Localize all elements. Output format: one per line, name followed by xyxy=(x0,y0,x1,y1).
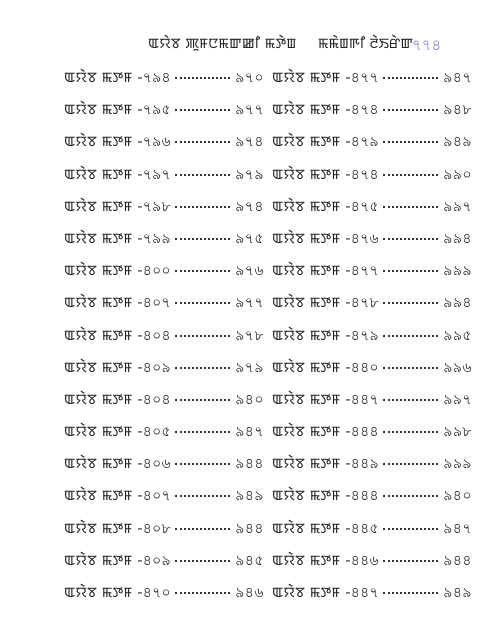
index-entry xyxy=(64,163,264,195)
index-entry xyxy=(64,66,264,98)
entry-page-number: ৯৭৯ xyxy=(235,359,264,376)
entry-page-number: ৯৯৭ xyxy=(443,198,472,215)
entry-label: ꯑꯌꯥꯕ ꯃꯇꯝ -৭৯৯ xyxy=(64,230,171,247)
dot-leader xyxy=(175,431,230,433)
entry-page-number: ৯৭৭ xyxy=(235,102,264,119)
index-column-right xyxy=(272,66,472,613)
entry-label: ꯑꯌꯥꯕ ꯃꯇꯝ -৪০৬ xyxy=(64,456,171,473)
index-entry xyxy=(272,388,472,420)
dot-leader xyxy=(383,431,438,433)
entry-page-number: ৯৪৮ xyxy=(443,102,472,119)
index-entry xyxy=(272,195,472,227)
dot-leader xyxy=(383,528,438,530)
index-entry xyxy=(272,581,472,613)
entry-label: ꯑꯌꯥꯕ ꯃꯇꯝ -৪৭৪ xyxy=(272,166,379,183)
dot-leader xyxy=(383,399,438,401)
entry-page-number: ৯৪৪ xyxy=(443,552,472,569)
index-entry xyxy=(64,484,264,516)
entry-page-number: ৯৭৬ xyxy=(235,263,264,280)
entry-label: ꯑꯌꯥꯕ ꯃꯇꯝ -৭৯৫ xyxy=(64,102,171,119)
index-entry xyxy=(64,259,264,291)
index-entry xyxy=(272,98,472,130)
header-title: ꯑꯌꯥꯕ ꯄꯨꯝꯅꯃꯛꯀꯤ ꯃꯇꯥꯡ xyxy=(148,36,297,52)
entry-page-number: ৯৭০ xyxy=(235,70,264,86)
dot-leader xyxy=(383,77,438,79)
index-entry xyxy=(272,356,472,388)
entry-label: ꯑꯌꯥꯕ ꯃꯇꯝ -৭৯৬ xyxy=(64,134,171,151)
dot-leader xyxy=(175,270,230,272)
index-entry xyxy=(272,324,472,356)
entry-label: ꯑꯌꯥꯕ ꯃꯇꯝ -৪০০ xyxy=(64,263,171,280)
entry-page-number: ৯৪০ xyxy=(443,488,472,505)
dot-leader xyxy=(175,206,230,208)
entry-page-number: ৯৯০ xyxy=(443,166,472,183)
index-entry xyxy=(64,195,264,227)
entry-page-number: ৯৪৭ xyxy=(443,70,472,86)
index-entry xyxy=(272,66,472,98)
entry-page-number: ৯৪৭ xyxy=(235,424,264,441)
index-entry xyxy=(64,420,264,452)
index-entry xyxy=(272,259,472,291)
index-column-left xyxy=(64,66,264,613)
entry-label: ꯑꯌꯥꯕ ꯃꯇꯝ -৪০৭ xyxy=(64,488,171,505)
entry-label: ꯑꯌꯥꯕ ꯃꯇꯝ -৪৭৪ xyxy=(272,102,379,119)
index-entry xyxy=(64,356,264,388)
entry-label: ꯑꯌꯥꯕ ꯃꯇꯝ -৪৭৯ xyxy=(272,134,379,151)
entry-label: ꯑꯌꯥꯕ ꯃꯇꯝ -৪৭৯ xyxy=(272,327,379,344)
entry-page-number: ৯৪৯ xyxy=(443,585,472,601)
dot-leader xyxy=(383,495,438,497)
dot-leader xyxy=(175,77,230,79)
index-entry xyxy=(64,98,264,130)
entry-page-number: ৯৪৭ xyxy=(443,520,472,537)
dot-leader xyxy=(383,174,438,176)
entry-page-number: ৯৯৯ xyxy=(443,456,472,473)
entry-page-number: ৯৯৪ xyxy=(443,295,472,312)
entry-label: ꯑꯌꯥꯕ ꯃꯇꯝ -৪৭৫ xyxy=(272,198,379,215)
index-entry xyxy=(272,291,472,323)
entry-label: ꯑꯌꯥꯕ ꯃꯇꯝ -৪০৪ xyxy=(64,391,171,408)
entry-label: ꯑꯌꯥꯕ ꯃꯇꯝ -৪৪৭ xyxy=(272,391,379,408)
index-entry xyxy=(64,517,264,549)
dot-leader xyxy=(175,592,230,594)
dot-leader xyxy=(175,174,230,176)
entry-page-number: ৯৪০ xyxy=(235,391,264,408)
index-entry xyxy=(272,517,472,549)
dot-leader xyxy=(383,109,438,111)
entry-label: ꯑꯌꯥꯕ ꯃꯇꯝ -৪৪৯ xyxy=(272,456,379,473)
entry-label: ꯑꯌꯥꯕ ꯃꯇꯝ -৪০৪ xyxy=(64,327,171,344)
entry-page-number: ৯৪৯ xyxy=(235,488,264,505)
index-entry xyxy=(64,549,264,581)
entry-label: ꯑꯌꯥꯕ ꯃꯇꯝ -৪৭৬ xyxy=(272,230,379,247)
entry-label: ꯑꯌꯥꯕ ꯃꯇꯝ -৪০৫ xyxy=(64,424,171,441)
entry-label: ꯑꯌꯥꯕ ꯃꯇꯝ -৭৯৭ xyxy=(64,166,171,183)
entry-label: ꯑꯌꯥꯕ ꯃꯇꯝ -৪০৯ xyxy=(64,359,171,376)
entry-label: ꯑꯌꯥꯕ ꯃꯇꯝ -৪৭৮ xyxy=(272,295,379,312)
index-entry xyxy=(272,227,472,259)
index-entry xyxy=(64,581,264,613)
index-entry xyxy=(64,324,264,356)
entry-label: ꯑꯌꯥꯕ ꯃꯇꯝ -৪৪৫ xyxy=(272,520,379,537)
entry-label: ꯑꯌꯥꯕ ꯃꯇꯝ -৪০৭ xyxy=(64,295,171,312)
entry-label: ꯑꯌꯥꯕ ꯃꯇꯝ -৪৪৬ xyxy=(272,552,379,569)
entry-label: ꯑꯌꯥꯕ ꯃꯇꯝ -৪৪৪ xyxy=(272,488,379,505)
dot-leader xyxy=(175,238,230,240)
dot-leader xyxy=(383,270,438,272)
entry-page-number: ৯৪৫ xyxy=(235,552,264,569)
entry-label: ꯑꯌꯥꯕ ꯃꯇꯝ -৪০৯ xyxy=(64,552,171,569)
index-entry xyxy=(64,130,264,162)
entry-label: ꯑꯌꯥꯕ ꯃꯇꯝ -৪৭০ xyxy=(64,585,171,601)
entry-page-number: ৯৯৭ xyxy=(443,391,472,408)
dot-leader xyxy=(175,560,230,562)
entry-page-number: ৯৯৯ xyxy=(443,263,472,280)
index-entry xyxy=(272,484,472,516)
dot-leader xyxy=(175,302,230,304)
index-entry xyxy=(64,227,264,259)
dot-leader xyxy=(175,528,230,530)
entry-page-number: ৯৭৫ xyxy=(235,230,264,247)
entry-page-number: ৯৪৪ xyxy=(235,456,264,473)
page-number: ৭৭৪ xyxy=(412,36,442,54)
dot-leader xyxy=(383,302,438,304)
entry-page-number: ৯৪৪ xyxy=(235,520,264,537)
dot-leader xyxy=(175,109,230,111)
dot-leader xyxy=(383,367,438,369)
entry-page-number: ৯৭৪ xyxy=(235,134,264,151)
index-entry xyxy=(64,388,264,420)
entry-label: ꯑꯌꯥꯕ ꯃꯇꯝ -৪৭৭ xyxy=(272,70,379,86)
dot-leader xyxy=(175,141,230,143)
header-subtitle: ꯃꯃꯥꯡꯒꯤ ꯂꯥꯏꯔꯥꯛ xyxy=(318,36,413,52)
dot-leader xyxy=(383,335,438,337)
entry-label: ꯑꯌꯥꯕ ꯃꯇꯝ -৪০৮ xyxy=(64,520,171,537)
page-header xyxy=(0,34,494,56)
index-entry xyxy=(64,291,264,323)
entry-page-number: ৯৪৬ xyxy=(235,585,264,601)
entry-page-number: ৯৪৯ xyxy=(443,134,472,151)
entry-page-number: ৯৯৮ xyxy=(443,424,472,441)
dot-leader xyxy=(383,463,438,465)
dot-leader xyxy=(175,495,230,497)
entry-label: ꯑꯌꯥꯕ ꯃꯇꯝ -৪৪৭ xyxy=(272,585,379,601)
index-entry xyxy=(272,549,472,581)
dot-leader xyxy=(383,238,438,240)
dot-leader xyxy=(175,463,230,465)
index-entry xyxy=(272,452,472,484)
index-entry xyxy=(272,163,472,195)
dot-leader xyxy=(383,206,438,208)
entry-page-number: ৯৭৯ xyxy=(235,166,264,183)
entry-page-number: ৯৯৪ xyxy=(443,230,472,247)
entry-page-number: ৯৯৬ xyxy=(443,359,472,376)
dot-leader xyxy=(175,399,230,401)
entry-label: ꯑꯌꯥꯕ ꯃꯇꯝ -৭৯৪ xyxy=(64,70,171,86)
entry-page-number: ৯৭৪ xyxy=(235,198,264,215)
entry-page-number: ৯৯৫ xyxy=(443,327,472,344)
entry-label: ꯑꯌꯥꯕ ꯃꯇꯝ -৪৪৪ xyxy=(272,424,379,441)
entry-label: ꯑꯌꯥꯕ ꯃꯇꯝ -৭৯৮ xyxy=(64,198,171,215)
index-entry xyxy=(64,452,264,484)
entry-page-number: ৯৭৮ xyxy=(235,327,264,344)
entry-page-number: ৯৭৭ xyxy=(235,295,264,312)
index-entry xyxy=(272,130,472,162)
dot-leader xyxy=(383,592,438,594)
index-entry xyxy=(272,420,472,452)
dot-leader xyxy=(383,141,438,143)
entry-label: ꯑꯌꯥꯕ ꯃꯇꯝ -৪৪০ xyxy=(272,359,379,376)
dot-leader xyxy=(383,560,438,562)
dot-leader xyxy=(175,367,230,369)
entry-label: ꯑꯌꯥꯕ ꯃꯇꯝ -৪৭৭ xyxy=(272,263,379,280)
dot-leader xyxy=(175,335,230,337)
